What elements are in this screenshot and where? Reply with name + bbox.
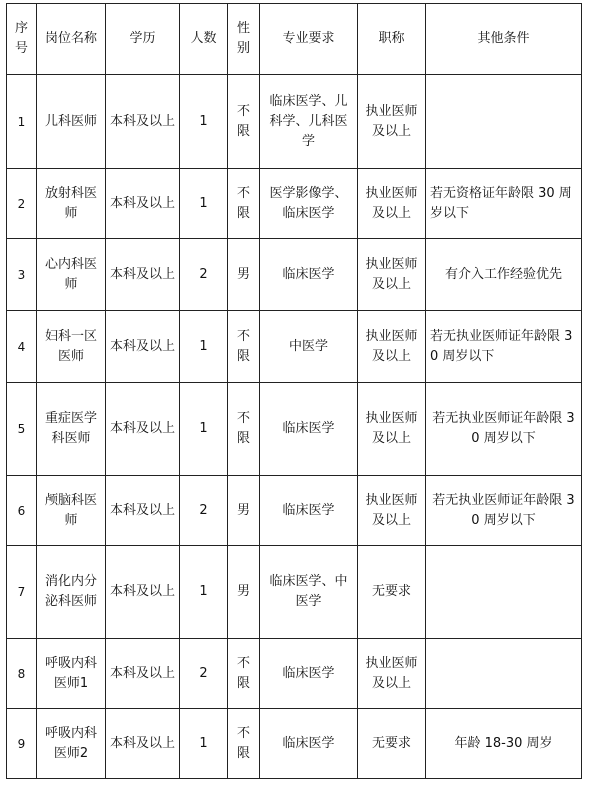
cell-education: 本科及以上 xyxy=(106,383,180,476)
header-education: 学历 xyxy=(106,4,180,75)
cell-other xyxy=(426,546,582,639)
cell-major: 中医学 xyxy=(260,311,358,383)
cell-other: 若无执业医师证年龄限 30 周岁以下 xyxy=(426,476,582,546)
cell-gender: 男 xyxy=(228,476,260,546)
cell-position: 颅脑科医师 xyxy=(37,476,106,546)
cell-major: 临床医学 xyxy=(260,383,358,476)
header-other: 其他条件 xyxy=(426,4,582,75)
cell-education: 本科及以上 xyxy=(106,639,180,709)
cell-count: 1 xyxy=(180,709,228,779)
cell-seq: 6 xyxy=(7,476,37,546)
header-major: 专业要求 xyxy=(260,4,358,75)
cell-count: 1 xyxy=(180,169,228,239)
cell-position: 妇科一区医师 xyxy=(37,311,106,383)
cell-count: 2 xyxy=(180,639,228,709)
cell-education: 本科及以上 xyxy=(106,546,180,639)
cell-major: 医学影像学、临床医学 xyxy=(260,169,358,239)
cell-other: 年龄 18-30 周岁 xyxy=(426,709,582,779)
cell-education: 本科及以上 xyxy=(106,169,180,239)
cell-title: 执业医师及以上 xyxy=(358,476,426,546)
table-header-row xyxy=(7,4,582,75)
cell-position: 心内科医师 xyxy=(37,239,106,311)
cell-seq: 2 xyxy=(7,169,37,239)
cell-title: 执业医师及以上 xyxy=(358,383,426,476)
cell-seq: 1 xyxy=(7,75,37,169)
table-row xyxy=(7,169,582,239)
cell-count: 1 xyxy=(180,75,228,169)
cell-gender: 不限 xyxy=(228,311,260,383)
cell-title: 执业医师及以上 xyxy=(358,311,426,383)
cell-gender: 男 xyxy=(228,239,260,311)
cell-gender: 不限 xyxy=(228,169,260,239)
cell-gender: 男 xyxy=(228,546,260,639)
cell-seq: 4 xyxy=(7,311,37,383)
cell-education: 本科及以上 xyxy=(106,476,180,546)
cell-position: 重症医学科医师 xyxy=(37,383,106,476)
cell-seq: 9 xyxy=(7,709,37,779)
header-title: 职称 xyxy=(358,4,426,75)
cell-major: 临床医学 xyxy=(260,639,358,709)
cell-title: 执业医师及以上 xyxy=(358,639,426,709)
cell-education: 本科及以上 xyxy=(106,239,180,311)
table-row xyxy=(7,546,582,639)
cell-position: 放射科医师 xyxy=(37,169,106,239)
table-row xyxy=(7,639,582,709)
cell-major: 临床医学 xyxy=(260,476,358,546)
cell-other: 有介入工作经验优先 xyxy=(426,239,582,311)
cell-seq: 8 xyxy=(7,639,37,709)
cell-gender: 不限 xyxy=(228,709,260,779)
table-row xyxy=(7,383,582,476)
cell-title: 无要求 xyxy=(358,709,426,779)
cell-gender: 不限 xyxy=(228,639,260,709)
recruitment-table xyxy=(6,3,582,779)
table-row xyxy=(7,311,582,383)
cell-title: 执业医师及以上 xyxy=(358,169,426,239)
cell-count: 2 xyxy=(180,476,228,546)
cell-gender: 不限 xyxy=(228,383,260,476)
header-gender: 性别 xyxy=(228,4,260,75)
cell-other: 若无执业医师证年龄限 30 周岁以下 xyxy=(426,311,582,383)
cell-major: 临床医学 xyxy=(260,239,358,311)
header-seq: 序号 xyxy=(7,4,37,75)
cell-position: 呼吸内科医师2 xyxy=(37,709,106,779)
table-row xyxy=(7,239,582,311)
cell-title: 执业医师及以上 xyxy=(358,239,426,311)
cell-gender: 不限 xyxy=(228,75,260,169)
cell-seq: 3 xyxy=(7,239,37,311)
cell-other xyxy=(426,639,582,709)
cell-position: 儿科医师 xyxy=(37,75,106,169)
cell-major: 临床医学、中医学 xyxy=(260,546,358,639)
cell-education: 本科及以上 xyxy=(106,311,180,383)
table-row xyxy=(7,75,582,169)
cell-title: 执业医师及以上 xyxy=(358,75,426,169)
cell-title: 无要求 xyxy=(358,546,426,639)
cell-major: 临床医学 xyxy=(260,709,358,779)
cell-count: 1 xyxy=(180,546,228,639)
table-row xyxy=(7,709,582,779)
table-row xyxy=(7,476,582,546)
cell-position: 消化内分泌科医师 xyxy=(37,546,106,639)
cell-seq: 7 xyxy=(7,546,37,639)
header-count: 人数 xyxy=(180,4,228,75)
cell-position: 呼吸内科医师1 xyxy=(37,639,106,709)
cell-seq: 5 xyxy=(7,383,37,476)
header-position: 岗位名称 xyxy=(37,4,106,75)
cell-other xyxy=(426,75,582,169)
cell-count: 2 xyxy=(180,239,228,311)
cell-other: 若无执业医师证年龄限 30 周岁以下 xyxy=(426,383,582,476)
cell-major: 临床医学、儿科学、儿科医学 xyxy=(260,75,358,169)
cell-other: 若无资格证年龄限 30 周岁以下 xyxy=(426,169,582,239)
cell-education: 本科及以上 xyxy=(106,75,180,169)
document-page xyxy=(4,3,586,785)
cell-count: 1 xyxy=(180,383,228,476)
cell-count: 1 xyxy=(180,311,228,383)
cell-education: 本科及以上 xyxy=(106,709,180,779)
